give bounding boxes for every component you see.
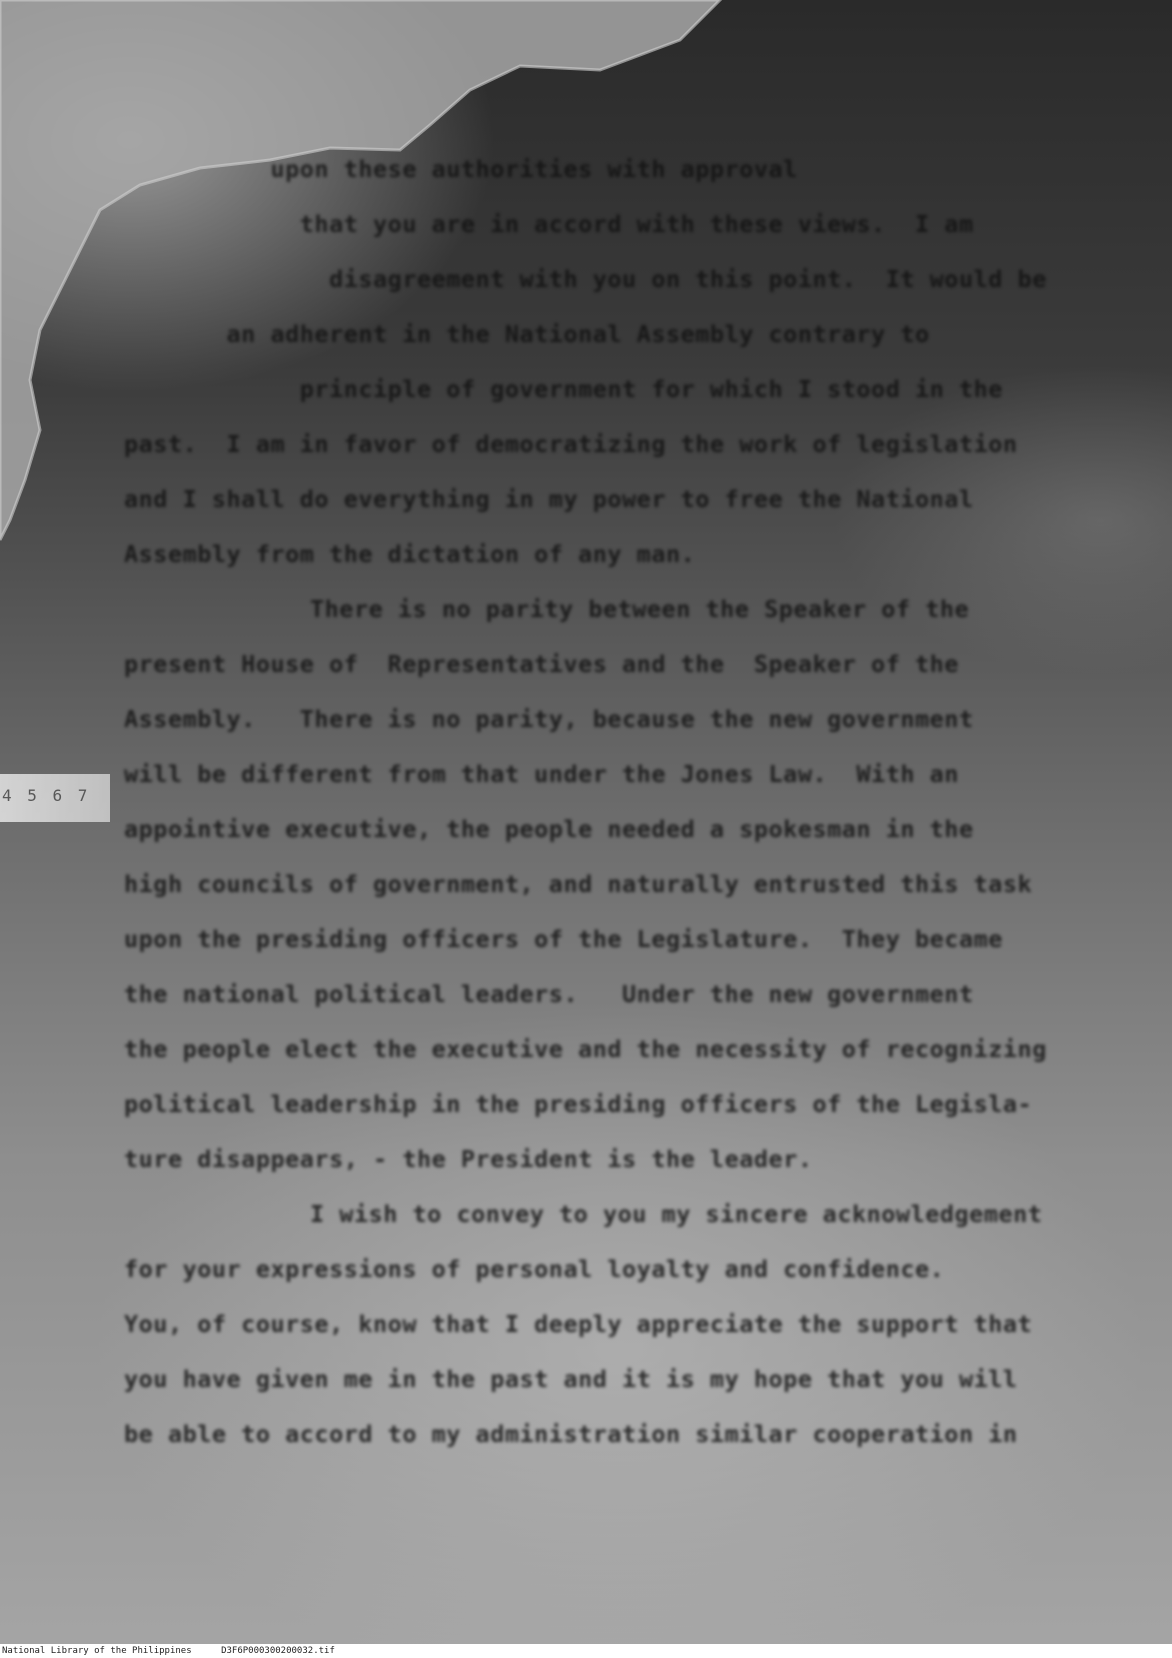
text-line: you have given me in the past and it is my hope that you will xyxy=(124,1365,1018,1393)
text-line: I wish to convey to you my sincere acknowledgement xyxy=(310,1200,1043,1228)
text-line: for your expressions of personal loyalty and confidence. xyxy=(124,1255,945,1283)
ruler-digits: 4 5 6 7 xyxy=(2,786,91,805)
text-line: ture disappears, - the President is the leader. xyxy=(124,1145,813,1173)
text-line: Assembly from the dictation of any man. xyxy=(124,540,696,568)
text-line: There is no parity between the Speaker of the xyxy=(310,595,970,623)
text-line: principle of government for which I stood in the xyxy=(124,375,1003,403)
text-line: political leadership in the presiding officers of the Legisla- xyxy=(124,1090,1033,1118)
text-line: the national political leaders. Under the new government xyxy=(124,980,974,1008)
text-line: an adherent in the National Assembly contrary to xyxy=(124,320,930,348)
text-line: be able to accord to my administration similar cooperation in xyxy=(124,1420,1018,1448)
text-line: present House of Representatives and the Speaker of the xyxy=(124,650,959,678)
text-line: disagreement with you on this point. It would be xyxy=(124,265,1047,293)
text-line: high councils of government, and naturally entrusted this task xyxy=(124,870,1033,898)
text-line: upon the presiding officers of the Legislature. They became xyxy=(124,925,1003,953)
scan-ruler-strip xyxy=(0,774,110,822)
text-line: Assembly. There is no parity, because the new government xyxy=(124,705,974,733)
text-line: that you are in accord with these views. I am xyxy=(124,210,974,238)
text-line: the people elect the executive and the necessity of recognizing xyxy=(124,1035,1047,1063)
text-line: You, of course, know that I deeply appreciate the support that xyxy=(124,1310,1033,1338)
file-id: D3F6P000300200032.tif xyxy=(221,1646,335,1656)
scan-footer xyxy=(0,1644,1172,1658)
text-line: upon these authorities with approval xyxy=(124,155,798,183)
library-name: National Library of the Philippines xyxy=(2,1646,192,1656)
text-line: past. I am in favor of democratizing the work of legislation xyxy=(124,430,1018,458)
letter-body-text xyxy=(124,142,1170,1462)
text-line: appointive executive, the people needed a spokesman in the xyxy=(124,815,974,843)
text-line: and I shall do everything in my power to free the National xyxy=(124,485,974,513)
text-line: will be different from that under the Jones Law. With an xyxy=(124,760,959,788)
